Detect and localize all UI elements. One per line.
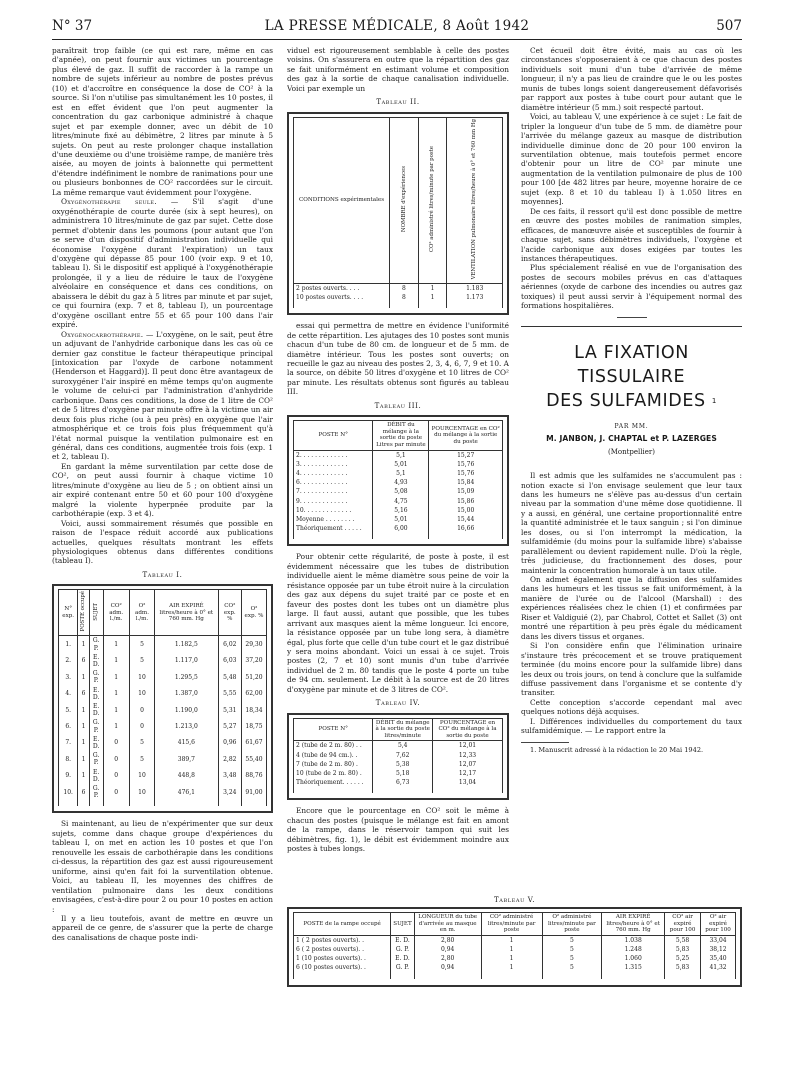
- table-row: [294, 469, 503, 478]
- table-cell: 5: [542, 954, 602, 963]
- paragraph: De ces faits, il ressort qu'il est donc possible de mettre en œuvre des postes mobiles de ranimation simples, efficaces, de manœuvre aisée et susceptibles de fournir à chaque sujet, sans débimètres individuels, l'oxygène et l'acide carbonique aux doses exigées par toutes les instances thérapeutiques.: [521, 206, 742, 263]
- table-cell: 12,33: [433, 751, 503, 760]
- table-cell: 5,25: [665, 954, 701, 963]
- table-cell: 29,30: [241, 636, 266, 653]
- table-cell: 1.182,5: [155, 636, 219, 653]
- table-cell: 5,18: [373, 769, 433, 778]
- table-cell: 7,62: [373, 751, 433, 760]
- table-header: DÉBIT du mélange à la sortie du poste litres/minute: [373, 718, 433, 741]
- table-row: [294, 769, 503, 778]
- table-header: VENTILATION pulmonaire litres/heure à 0° et 760 mm Hg: [447, 117, 503, 283]
- table-cell: 4 (tube de 94 cm.). .: [294, 751, 373, 760]
- table-cell: 10 (tube de 2 m. 80) .: [294, 769, 373, 778]
- table-cell: 3,24: [218, 784, 241, 800]
- paragraph: Oxygénothérapie seule. — S'il s'agit d'une oxygénothérapie de courte durée (six à sept heures), on administrera 10 litres/minute de gaz par sujet. Cette dose permet d'obtenir dans les poumons (pour autant que l'on se serve d'un dispositif d'administration individuelle qui économise l'oxygène durant l'expiration) un taux d'oxygène qui dépasse 85 pour 100 (voir exp. 9 et 10, tableau I). Si le dispositif est appliqué à l'oxygénothérapie prolongée, il y a lieu de réduire le taux de l'oxygène alvéolaire en conséquence et dans ces conditions, on abaissera le débit du gaz à 5 litres par minute et par sujet, ce qui fournira (exp. 7 et 8, tableau I), un pourcentage d'oxygène oscillant entre 55 et 65 pour 100 dans l'air expiré.: [52, 197, 273, 330]
- table-cell: 5: [129, 653, 154, 669]
- footnote-rule: [521, 742, 569, 743]
- table-header: N° exp.: [59, 590, 78, 636]
- table-cell: 5,48: [218, 669, 241, 685]
- table-4-frame: [287, 713, 509, 801]
- table-cell: 7 (tube de 2 m. 80) .: [294, 760, 373, 769]
- table-cell: 0: [103, 768, 129, 784]
- table-row: [59, 768, 267, 784]
- table-cell: 0: [103, 751, 129, 767]
- table-2-frame: [287, 112, 509, 315]
- table-cell: 1: [78, 718, 89, 734]
- table-cell: 15,27: [429, 450, 503, 460]
- table-cell: Moyenne . . . . . . . .: [294, 515, 373, 524]
- footnote-marker: 1: [711, 396, 717, 405]
- table-header: AIR EXPIRÉ litres/heure à 0° et 760 mm. Hg: [602, 913, 665, 936]
- table-cell: 5,83: [665, 945, 701, 954]
- table-cell: E. D.: [89, 702, 103, 718]
- table-header: SUJET: [89, 590, 103, 636]
- table-row: [294, 935, 736, 945]
- paragraph: paraîtrait trop faible (ce qui est rare, même en cas d'apnée), on peut fournir aux victimes un pourcentage plus élevé de gaz. Il suffit de raccorder à la rampe un nombre de sujets inférieur au nombre de postes prévus (10) et d'accroître en conséquence la dose de CO² à la source. Si l'on n'utilise pas simultanément les 10 postes, il est en effet évident que l'on peut augmenter la concentration du gaz carbonique administré à chaque sujet et par exemple donner, avec un débit de 10 litres/minute fixé au débimètre, 2 litres par minute à 5 sujets. On peut au reste prolonger chaque installation d'une deuxième ou d'une troisième rampe, de manière très aisée, au moyen de joints à baïonnette qui permettent d'étendre indéfiniment le nombre de ranimations pour une ou plusieurs bonbonnes de CO² raccordées sur le circuit. La même remarque vaut évidemment pour l'oxygène.: [52, 46, 273, 197]
- table-5-body: [294, 935, 736, 978]
- table-5-frame: [287, 907, 742, 987]
- table-cell: 2 (tube de 2 m. 80) . .: [294, 741, 373, 751]
- table-cell: 1: [78, 636, 89, 653]
- table-row: [59, 669, 267, 685]
- table-header: POSTE N°: [294, 421, 373, 450]
- table-2: [293, 117, 503, 308]
- table-row: [294, 478, 503, 487]
- table-row: [294, 963, 736, 972]
- table-row: [59, 636, 267, 653]
- table-cell: 9.: [59, 768, 78, 784]
- table-cell: 5: [542, 945, 602, 954]
- table-cell: 1.173: [447, 293, 503, 302]
- table-cell: 15,76: [429, 460, 503, 469]
- issue-number: N° 37: [52, 18, 93, 34]
- table-cell: 448,8: [155, 768, 219, 784]
- table-cell: 0: [129, 702, 154, 718]
- table-cell: 476,1: [155, 784, 219, 800]
- table-cell: 1 ( 2 postes ouverts). .: [294, 935, 391, 945]
- table-cell: 13,04: [433, 778, 503, 787]
- table-cell: 15,00: [429, 506, 503, 515]
- table-cell: 15,09: [429, 487, 503, 496]
- table-cell: 61,67: [241, 735, 266, 751]
- table-cell: 6: [78, 784, 89, 800]
- table-cell: 1 (10 postes ouverts). .: [294, 954, 391, 963]
- table-cell: E. D.: [89, 653, 103, 669]
- table-cell: 35,40: [701, 954, 736, 963]
- table-cell: 1: [103, 636, 129, 653]
- table-cell: G. P.: [89, 718, 103, 734]
- table-row: [294, 293, 503, 302]
- table-cell: 6,02: [218, 636, 241, 653]
- table-cell: 8: [390, 293, 419, 302]
- paragraph: Voici, aussi sommairement résumés que possible en raison de l'espace réduit accordé aux publications actuelles, quelques résultats montrant les effets physiologiques obtenus dans différentes conditions (tableau I).: [52, 518, 273, 566]
- table-cell: 91,00: [241, 784, 266, 800]
- table-cell: 1.315: [602, 963, 665, 972]
- table-cell: 6,73: [373, 778, 433, 787]
- table-cell: 38,12: [701, 945, 736, 954]
- table-cell: 1: [103, 653, 129, 669]
- table-cell: E. D.: [391, 954, 414, 963]
- table-1-caption: Tableau I.: [142, 570, 183, 579]
- paragraph: Il y a lieu toutefois, avant de mettre en œuvre un appareil de ce genre, de s'assurer que la perte de charge des canalisations de chaque poste indi-: [52, 913, 273, 942]
- table-cell: E. D.: [391, 935, 414, 945]
- paragraph: viduel est rigoureusement semblable à celle des postes voisins. On s'assurera en outre que la répartition des gaz se fait uniformément en estimant volume et composition des gaz à la sortie de chaque canalisation individuelle. Voici par exemple un: [287, 46, 509, 93]
- table-5-caption: Tableau V.: [493, 896, 536, 904]
- table-header: NOMBRE d'expériences: [390, 117, 419, 283]
- table-spacer: [59, 800, 267, 806]
- table-header: O² exp. %: [241, 590, 266, 636]
- table-cell: 1.060: [602, 954, 665, 963]
- table-cell: 2,80: [414, 935, 481, 945]
- table-row: [294, 487, 503, 496]
- table-row: [59, 735, 267, 751]
- table-cell: 8.: [59, 751, 78, 767]
- table-cell: E. D.: [89, 768, 103, 784]
- table-header: CO² administré litres/minute par poste: [418, 117, 447, 283]
- table-header: SUJET: [391, 913, 414, 936]
- paragraph: Il est admis que les sulfamides ne s'accumulent pas : notion exacte si l'on envisage seulement que leur taux dans les humeurs ne s'élève pas au-dessus d'un certain niveau par la sommation d'une même dose quotidienne. Il y a aussi, en général, une certaine proportionnalité entre la quantité administrée et le taux sanguin ; si l'on diminue les doses, ou si l'on interrompt la médication, la sulfamidémie (du moins pour la sulfamide libre) s'abaisse parallèlement ou devient rapidement nulle. D'où la règle, très judicieuse, du fractionnement des doses, pour maintenir la concentration humorale à un taux utile.: [521, 471, 742, 575]
- table-cell: 5,31: [218, 702, 241, 718]
- table-cell: 0,94: [414, 945, 481, 954]
- journal-title: LA PRESSE MÉDICALE, 8 Août 1942: [264, 18, 530, 34]
- table-row: [59, 718, 267, 734]
- table-cell: 1.387,0: [155, 686, 219, 702]
- table-3: [293, 420, 503, 539]
- table-cell: 1: [481, 935, 542, 945]
- table-cell: 51,20: [241, 669, 266, 685]
- table-cell: 88,76: [241, 768, 266, 784]
- table-cell: 12,17: [433, 769, 503, 778]
- table-cell: 16,66: [429, 524, 503, 533]
- table-cell: 1.: [59, 636, 78, 653]
- table-row: [294, 954, 736, 963]
- table-cell: 10. . . . . . . . . . . . .: [294, 506, 373, 515]
- table-cell: 12,01: [433, 741, 503, 751]
- table-row: [294, 450, 503, 460]
- table-2-body: [294, 283, 503, 308]
- table-cell: 1: [78, 751, 89, 767]
- table-row: [294, 283, 503, 293]
- table-cell: 5,1: [373, 450, 429, 460]
- table-3-body: [294, 450, 503, 539]
- paragraph: I. Différences individuelles du comportement du taux sulfamidémique. — Le rapport entre la: [521, 716, 742, 736]
- table-cell: 7.: [59, 735, 78, 751]
- table-cell: 5,38: [373, 760, 433, 769]
- paragraph: On admet également que la diffusion des sulfamides dans les humeurs et les tissus se fait uniformément, à la manière de l'urée ou de l'alcool (Marshall) : des expériences réalisées chez le chien (1) et confirmées par Riser et Valdiguié (2), par Chabrol, Cottet et Sallet (3) ont montré une répartition à peu près égale du médicament dans les divers tissus et organes.: [521, 575, 742, 641]
- table-row: [294, 945, 736, 954]
- table-cell: G. P.: [391, 963, 414, 972]
- table-cell: G. P.: [89, 784, 103, 800]
- table-row: [294, 741, 503, 751]
- table-header: POURCENTAGE en CO² du mélange à la sortie du poste: [429, 421, 503, 450]
- table-cell: 10 postes ouverts. . . .: [294, 293, 390, 302]
- table-cell: 1: [78, 702, 89, 718]
- table-cell: 1.117,0: [155, 653, 219, 669]
- table-header: DÉBIT du mélange à la sortie du poste Litres par minute: [373, 421, 429, 450]
- table-cell: 0: [103, 735, 129, 751]
- paragraph: Si maintenant, au lieu de n'expérimenter que sur deux sujets, comme dans chaque groupe d'expériences du tableau I, on met en action les 10 postes et que l'on renouvelle les essais de carbothérapie dans les conditions ci-dessus, la répartition des gaz est aussi rigoureusement uniforme, ainsi qu'en fait foi la surventilation obtenue. Voici, au tableau II, les moyennes des chiffres de ventilation pulmonaire dans les deux conditions envisagées, c'est-à-dire pour 2 ou pour 10 postes en action :: [52, 819, 273, 914]
- table-row: [294, 751, 503, 760]
- table-row: [59, 686, 267, 702]
- table-2-caption: Tableau II.: [376, 98, 420, 107]
- table-cell: 6 ( 2 postes ouverts). .: [294, 945, 391, 954]
- table-cell: 10: [129, 784, 154, 800]
- table-cell: 0,94: [414, 963, 481, 972]
- table-cell: 12,07: [433, 760, 503, 769]
- table-cell: 6.: [59, 718, 78, 734]
- table-cell: 1: [78, 735, 89, 751]
- table-header: CO² administré litres/minute par poste: [481, 913, 542, 936]
- table-cell: 5.: [59, 702, 78, 718]
- table-cell: 15,86: [429, 497, 503, 506]
- table-header: O² administré litres/minute par poste: [542, 913, 602, 936]
- paragraph: Voici, au tableau V, une expérience à ce sujet : Le fait de tripler la longueur d'un tube de 5 mm. de diamètre pour l'arrivée du mélange gazeux au masque de distribution individuelle diminue donc de 20 pour 100 environ la surventilation obtenue, mais toutefois permet encore d'obtenir pour un litre de CO² par minute une augmentation de la ventilation pulmonaire de plus de 100 pour 100 [de 482 litres par heure, moyenne horaire de ce sujet (exp. 8 et 10 du tableau I) à 1.050 litres en moyennes].: [521, 112, 742, 207]
- table-cell: 5,83: [665, 963, 701, 972]
- table-cell: 1.038: [602, 935, 665, 945]
- table-header: O² air expiré pour 100: [701, 913, 736, 936]
- end-rule: [617, 317, 647, 318]
- table-cell: 415,6: [155, 735, 219, 751]
- table-header: AIR EXPIRÉ litres/heure à 0° et 760 mm. Hg: [155, 590, 219, 636]
- table-cell: 8: [390, 283, 419, 293]
- table-cell: 55,40: [241, 751, 266, 767]
- paragraph: Cet écueil doit être évité, mais au cas où les circonstances s'opposeraient à ce que chacun des postes individuels soit muni d'un tube d'arrivée de même longueur, il n'y a pas lieu de craindre que le ou les postes munis de tubes longs soient dangereusement défavorisés par rapport aux postes à tube court pour autant que le diamètre intérieur (5 mm.) soit respecté partout.: [521, 46, 742, 112]
- table-cell: 1.295,5: [155, 669, 219, 685]
- table-cell: 1: [103, 669, 129, 685]
- table-cell: 1: [103, 686, 129, 702]
- table-cell: 10: [129, 686, 154, 702]
- table-spacer: [294, 302, 503, 308]
- byline-par: PAR MM.: [614, 422, 649, 430]
- table-row: [294, 506, 503, 515]
- authors: M. JANBON, J. CHAPTAL et P. LAZERGES: [546, 434, 717, 444]
- table-5: [293, 912, 736, 979]
- table-cell: G. P.: [89, 751, 103, 767]
- page-number: 507: [716, 18, 742, 34]
- table-4-caption: Tableau IV.: [375, 699, 421, 708]
- table-cell: 2.: [59, 653, 78, 669]
- table-row: [294, 760, 503, 769]
- table-cell: 9. . . . . . . . . . . . .: [294, 497, 373, 506]
- table-cell: 4,93: [373, 478, 429, 487]
- table-row: [59, 751, 267, 767]
- table-row: [59, 653, 267, 669]
- table-cell: 37,20: [241, 653, 266, 669]
- location: (Montpellier): [608, 447, 655, 456]
- table-cell: 15,44: [429, 515, 503, 524]
- table-cell: 5,16: [373, 506, 429, 515]
- table-cell: 33,04: [701, 935, 736, 945]
- table-header: O² adm. l./m.: [129, 590, 154, 636]
- table-header: CONDITIONS expérimentales: [294, 117, 390, 283]
- section-heading: Oxygénocarbothérapie.: [61, 329, 144, 339]
- table-cell: 5,55: [218, 686, 241, 702]
- paragraph: Plus spécialement réalisé en vue de l'organisation des postes de secours mobiles prévus en cas d'attaques aériennes (oxyde de carbone des incendies ou autres gaz toxiques) il peut aussi servir à l'équipement normal des formations hospitalières.: [521, 263, 742, 311]
- table-cell: 6,00: [373, 524, 429, 533]
- table-cell: 3.: [59, 669, 78, 685]
- table-cell: 7. . . . . . . . . . . . .: [294, 487, 373, 496]
- table-cell: 5,4: [373, 741, 433, 751]
- table-cell: 1: [418, 293, 447, 302]
- table-row: [294, 524, 503, 533]
- table-header: POSTE de la rampe occupé: [294, 913, 391, 936]
- table-cell: 62,00: [241, 686, 266, 702]
- table-cell: 18,34: [241, 702, 266, 718]
- table-cell: 5: [129, 636, 154, 653]
- page-header: [52, 18, 742, 38]
- table-cell: 5,01: [373, 515, 429, 524]
- table-row: [294, 778, 503, 787]
- table-3-frame: [287, 415, 509, 546]
- table-cell: Théoriquement. . . . . .: [294, 778, 373, 787]
- table-cell: 1: [78, 669, 89, 685]
- table-cell: 4. . . . . . . . . . . . .: [294, 469, 373, 478]
- article-rule: [521, 326, 742, 327]
- table-1: [58, 589, 267, 806]
- table-header: POSTE occupé: [78, 590, 89, 636]
- table-cell: 0,96: [218, 735, 241, 751]
- table-cell: 6: [78, 686, 89, 702]
- paragraph: Si l'on considère enfin que l'élimination urinaire s'instaure très précocement et se trouve pratiquement terminée (du moins encore pour la sulfamide libre) dans les deux ou trois jours, on tend à conclure que la sulfamide diffuse passivement dans l'organisme et se contente d'y transiter.: [521, 641, 742, 698]
- table-cell: G. P.: [391, 945, 414, 954]
- table-cell: 5: [129, 735, 154, 751]
- table-cell: 5,1: [373, 469, 429, 478]
- table-cell: 2,82: [218, 751, 241, 767]
- table-1-body: [59, 636, 267, 807]
- table-cell: 6,03: [218, 653, 241, 669]
- table-cell: 10.: [59, 784, 78, 800]
- table-cell: 1.213,0: [155, 718, 219, 734]
- table-cell: 2. . . . . . . . . . . . .: [294, 450, 373, 460]
- table-cell: 1: [103, 702, 129, 718]
- paragraph: Pour obtenir cette régularité, de poste à poste, il est évidemment nécessaire que les tubes de distribution individuelle aient le même diamètre sous peine de voir la résistance opposée par un tube étroit nuire à la circulation des gaz aux dépens du sujet traité par ce poste et en faveur des postes dont les tubes ont un diamètre plus large. Il faut aussi, autant que possible, que les tubes arrivant aux masques aient la même longueur. Ici encore, la résistance opposée par un tube long sera, à diamètre égal, plus forte que celle d'un tube court et le gaz distribué y sera moins abondant. Voici un essai à ce sujet. Trois postes (2, 7 et 10) sont munis d'un tube d'arrivée individuel de 2 m. 80 tandis que le poste 4 porte un tube de 94 cm. seulement. Le débit à la source est de 20 litres d'oxygène par minute et de 3 litres de CO².: [287, 552, 509, 694]
- table-cell: 3. . . . . . . . . . . . .: [294, 460, 373, 469]
- paragraph: En gardant la même surventilation par cette dose de CO², on peut aussi fournir à chaque victime 10 litres/minute d'oxygène au lieu de 5 ; on obtient ainsi un air expiré contenant entre 50 et 60 pour 100 d'oxygène malgré la violente hyperpnée produite par la carbothérapie (exp. 3 et 4).: [52, 461, 273, 519]
- table-spacer: [294, 533, 503, 539]
- table-cell: G. P.: [89, 636, 103, 653]
- table-header: POSTE N°: [294, 718, 373, 741]
- table-cell: 4,75: [373, 497, 429, 506]
- table-cell: 15,84: [429, 478, 503, 487]
- table-row: [59, 784, 267, 800]
- table-4: [293, 718, 503, 794]
- table-cell: 6 (10 postes ouverts). .: [294, 963, 391, 972]
- table-cell: 1: [103, 718, 129, 734]
- table-spacer: [294, 787, 503, 793]
- table-5-block: [287, 896, 742, 987]
- header-rule: [52, 39, 742, 40]
- table-1-frame: [52, 584, 273, 813]
- table-cell: 2,80: [414, 954, 481, 963]
- table-cell: 1: [418, 283, 447, 293]
- table-cell: 1: [481, 945, 542, 954]
- footnote: 1. Manuscrit adressé à la rédaction le 20 Mai 1942.: [530, 745, 704, 754]
- table-cell: 10: [129, 768, 154, 784]
- article-title: LA FIXATION TISSULAIRE DES SULFAMIDES $^1$: [546, 342, 717, 411]
- table-header: LONGUEUR du tube d'arrivée au masque en m.: [414, 913, 481, 936]
- table-row: [59, 702, 267, 718]
- table-header: POURCENTAGE en CO² du mélange à la sortie du poste: [433, 718, 503, 741]
- column-1: [52, 46, 273, 1076]
- table-cell: 5,08: [373, 487, 429, 496]
- table-cell: 3,48: [218, 768, 241, 784]
- table-cell: 1.190,0: [155, 702, 219, 718]
- table-cell: 2 postes ouverts. . . .: [294, 283, 390, 293]
- table-row: [294, 497, 503, 506]
- table-cell: 4.: [59, 686, 78, 702]
- paragraph: Encore que le pourcentage en CO² soit le même à chacun des postes (puisque le mélange est fait en amont de la rampe, dans le réservoir tampon qui suit les débimètres, fig. 1), le débit est évidemment moindre aux postes à tubes longs.: [287, 806, 509, 854]
- table-cell: 1: [78, 768, 89, 784]
- table-cell: 6: [78, 653, 89, 669]
- table-cell: 5,01: [373, 460, 429, 469]
- table-cell: 1.183: [447, 283, 503, 293]
- table-cell: 15,76: [429, 469, 503, 478]
- paragraph: essai qui permettra de mettre en évidence l'uniformité de cette répartition. Les ajutages des 10 postes sont munis chacun d'un tube de 80 cm. de longueur et de 5 mm. de diamètre intérieur. Tous les postes sont ouverts; on recueille le gaz au niveau des postes 2, 3, 4, 6, 7, 9 et 10. A la source, on débite 50 litres d'oxygène et 10 litres de CO² par minute. Les résultats obtenus sont figurés au tableau III.: [287, 321, 509, 397]
- table-cell: 5: [542, 963, 602, 972]
- table-cell: E. D.: [89, 686, 103, 702]
- table-cell: Théoriquement . . . . .: [294, 524, 373, 533]
- table-cell: 389,7: [155, 751, 219, 767]
- table-cell: 10: [129, 669, 154, 685]
- table-cell: 41,32: [701, 963, 736, 972]
- table-cell: 0: [103, 784, 129, 800]
- table-cell: 6. . . . . . . . . . . . .: [294, 478, 373, 487]
- table-4-body: [294, 741, 503, 794]
- table-cell: 5: [129, 751, 154, 767]
- table-cell: 5: [542, 935, 602, 945]
- table-cell: G. P.: [89, 669, 103, 685]
- table-cell: 1: [481, 954, 542, 963]
- table-header: CO² exp. %: [218, 590, 241, 636]
- table-spacer: [294, 973, 736, 979]
- table-cell: 0: [129, 718, 154, 734]
- table-cell: 1.248: [602, 945, 665, 954]
- table-cell: 18,75: [241, 718, 266, 734]
- table-cell: 5,27: [218, 718, 241, 734]
- table-row: [294, 460, 503, 469]
- table-cell: E. D.: [89, 735, 103, 751]
- paragraph: Oxygénocarbothérapie. — L'oxygène, on le sait, peut être un adjuvant de l'anhydride carbonique dans les cas où ce dernier gaz constitue le facteur thérapeutique principal [intoxication par l'oxyde de carbone notamment (Henderson et Haggard)]. Il peut donc être avantageux de suroxygéner l'air inspiré en même temps qu'on augmente le volume de celui-ci par l'administration d'anhydride carbonique. Dans ces conditions, la dose de 1 litre de CO² et de 5 litres d'oxygène par minute offre à la victime un air deux fois plus riche (ou à peu près) en oxygène que l'air atmosphérique et ce trois fois plus fréquemment qu'à l'état normal puisque la ventilation pulmonaire est en général, dans ces conditions, augmentée trois fois (exp. 1 et 2, tableau I).: [52, 329, 273, 462]
- table-header: CO² adm. l./m.: [103, 590, 129, 636]
- section-heading: Oxygénothérapie seule.: [61, 197, 157, 207]
- table-row: [294, 515, 503, 524]
- table-header: CO² air expiré pour 100: [665, 913, 701, 936]
- table-cell: 5,58: [665, 935, 701, 945]
- paragraph: Cette conception s'accorde cependant mal avec quelques notions déjà acquises.: [521, 697, 742, 717]
- table-3-caption: Tableau III.: [374, 401, 422, 410]
- table-cell: 1: [481, 963, 542, 972]
